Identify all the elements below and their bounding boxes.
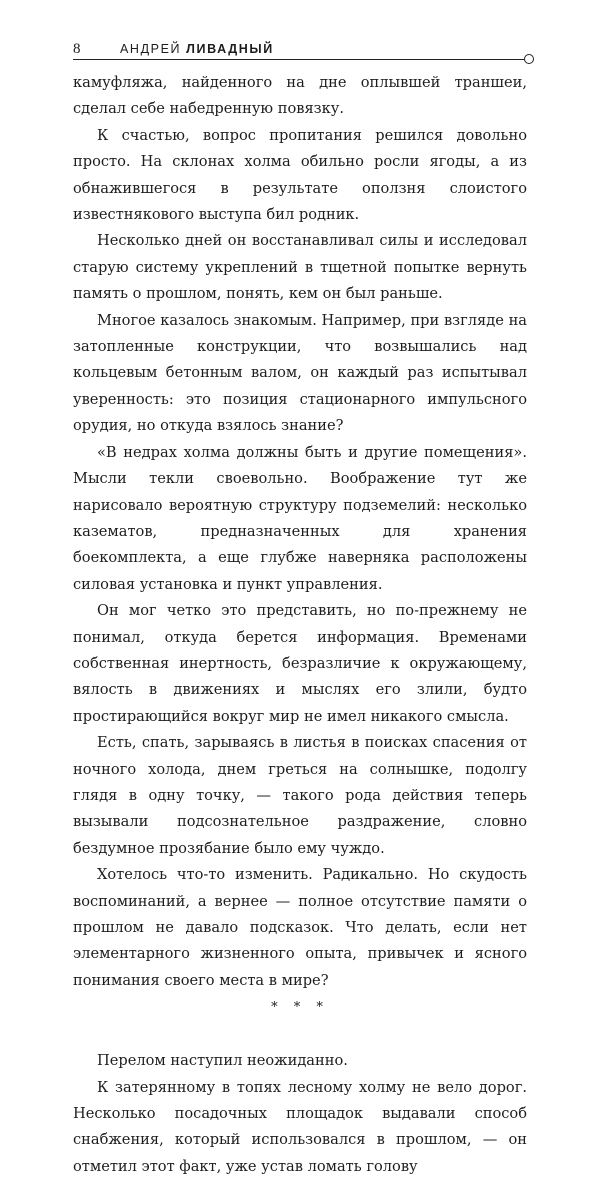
author-name <box>120 41 274 57</box>
paragraph: Он мог четко это представить, но по-прежнему не понимал, откуда берется информация. Временами собственная инертность, безразличие к окружающему, вялость в движениях и мыслях его злили, будто простирающийся вокруг мир не имел никакого смысла. <box>73 602 527 725</box>
paragraph: Перелом наступил неожиданно. <box>97 1052 348 1070</box>
header-circle-ornament <box>524 54 534 64</box>
paragraph: К счастью, вопрос пропитания решился довольно просто. На склонах холма обильно росли ягоды, а из обнажившегося в результате оползня слоистого известнякового выступа бил родник. <box>73 126 527 224</box>
paragraph: Многое казалось знакомым. Например, при взгляде на затопленные конструкции, что возвышались над кольцевым бетонным валом, он каждый раз испытывал уверенность: это позиция стационарного импульсного орудия, но откуда взялось знание? <box>73 311 527 435</box>
paragraph: камуфляжа, найденного на дне оплывшей траншеи, сделал себе набедренную повязку. <box>73 74 527 118</box>
running-header <box>73 40 523 60</box>
paragraph: Несколько дней он восстанавливал силы и исследовал старую систему укреплений в тщетной попытке вернуть память о прошлом, понять, кем он был раньше. <box>73 232 527 303</box>
paragraph: Есть, спать, зарываясь в листья в поисках спасения от ночного холода, днем греться на солнышке, подолгу глядя в одну точку, — такого рода действия теперь вызывали подсознательное раздражение, словно бездумное прозябание было ему чуждо. <box>73 734 527 857</box>
page-number: 8 <box>73 41 81 57</box>
paragraph: Хотелось что-то изменить. Радикально. Но скудость воспоминаний, а вернее — полное отсутствие памяти о прошлом не давало подсказок. Что делать, если нет элементарного жизненного опыта, привычек и ясного понимания своего места в мире? <box>73 866 527 989</box>
header-rule <box>73 59 525 60</box>
section-separator: * * * <box>271 1000 329 1016</box>
author-first-name: АНДРЕЙ <box>120 42 182 56</box>
paragraph: «В недрах холма должны быть и другие помещения». Мысли текли своевольно. Воображение тут же нарисовало вероятную структуру подземелий: несколько казематов, предназначенных для хранения боекомплекта, а еще глубже наверняка расположены силовая установка и пункт управления. <box>73 443 527 593</box>
paragraph: К затерянному в топях лесному холму не вело дорог. Несколько посадочных площадок выдавали способ снабжения, который использовался в прошлом, — он отметил этот факт, уже устав ломать голову <box>73 1078 527 1175</box>
author-last-name: ЛИВАДНЫЙ <box>186 42 274 56</box>
body-text <box>73 70 527 1180</box>
